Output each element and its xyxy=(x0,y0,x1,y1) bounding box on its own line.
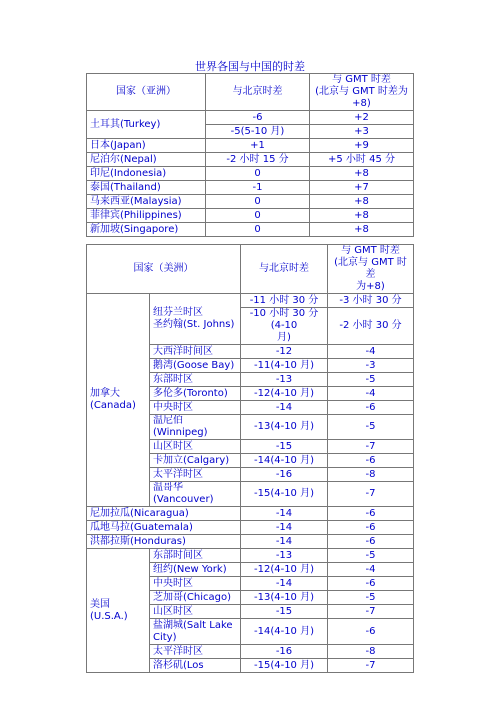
country-cell: 尼泊尔(Nepal) xyxy=(87,153,206,167)
table-header-row xyxy=(87,74,414,111)
gmt-diff-cell: -8 xyxy=(328,468,414,482)
page-title: 世界各国与中国的时差 xyxy=(195,60,305,73)
gmt-diff-cell: -6 xyxy=(328,577,414,591)
table-row xyxy=(87,535,414,549)
gmt-diff-cell: -2 小时 30 分 xyxy=(328,308,414,345)
beijing-diff-cell: -1 xyxy=(206,181,310,195)
beijing-diff-cell: -11 小时 30 分 xyxy=(241,294,328,308)
america-timezone-table xyxy=(86,244,414,673)
zone-cell: 山区时区 xyxy=(150,605,241,619)
gmt-diff-cell: -7 xyxy=(328,659,414,673)
gmt-diff-cell: -4 xyxy=(328,387,414,401)
table-row xyxy=(87,521,414,535)
country-cell: 印尼(Indonesia) xyxy=(87,167,206,181)
gmt-diff-cell: -7 xyxy=(328,482,414,507)
gmt-diff-cell: -6 xyxy=(328,619,414,645)
zone-cell: 洛杉矶(Los xyxy=(150,659,241,673)
gmt-diff-cell: -4 xyxy=(328,345,414,359)
table-row xyxy=(87,167,414,181)
table-row xyxy=(87,153,414,167)
gmt-diff-cell: -6 xyxy=(328,507,414,521)
zone-cell: 鹅湾(Goose Bay) xyxy=(150,359,241,373)
country-cell: 土耳其(Turkey) xyxy=(87,111,206,139)
beijing-diff-cell: 0 xyxy=(206,195,310,209)
gmt-diff-cell: +8 xyxy=(310,223,414,237)
beijing-diff-cell: -15(4-10 月) xyxy=(241,482,328,507)
beijing-diff-cell: -15(4-10 月) xyxy=(241,659,328,673)
zone-cell: 太平洋时区 xyxy=(150,468,241,482)
table-row xyxy=(87,507,414,521)
gmt-diff-cell: -5 xyxy=(328,591,414,605)
table-row xyxy=(87,209,414,223)
beijing-diff-cell: -14 xyxy=(241,521,328,535)
zone-cell: 纽约(New York) xyxy=(150,563,241,577)
beijing-diff-cell: -12(4-10 月) xyxy=(241,563,328,577)
country-cell: 马来西亚(Malaysia) xyxy=(87,195,206,209)
beijing-diff-cell: -14(4-10 月) xyxy=(241,619,328,645)
country-cell-usa: 美国(U.S.A.) xyxy=(87,549,150,673)
gmt-diff-cell: -8 xyxy=(328,645,414,659)
header-country: 国家（亚洲） xyxy=(87,74,206,111)
gmt-diff-cell: +9 xyxy=(310,139,414,153)
table-header-row xyxy=(87,245,414,294)
table-row xyxy=(87,223,414,237)
header-beijing-diff: 与北京时差 xyxy=(241,245,328,294)
gmt-diff-cell: +8 xyxy=(310,209,414,223)
zone-cell: 温尼伯(Winnipeg) xyxy=(150,415,241,440)
table-row xyxy=(87,181,414,195)
gmt-diff-cell: +3 xyxy=(310,125,414,139)
country-cell: 瓜地马拉(Guatemala) xyxy=(87,521,241,535)
beijing-diff-cell: +1 xyxy=(206,139,310,153)
table-row xyxy=(87,111,414,125)
beijing-diff-cell: -14 xyxy=(241,401,328,415)
beijing-diff-cell: -10 小时 30 分(4-10 月) xyxy=(241,308,328,345)
country-cell: 洪都拉斯(Honduras) xyxy=(87,535,241,549)
beijing-diff-cell: -12(4-10 月) xyxy=(241,387,328,401)
gmt-diff-cell: -7 xyxy=(328,605,414,619)
zone-cell: 东部时间区 xyxy=(150,549,241,563)
beijing-diff-cell: -2 小时 15 分 xyxy=(206,153,310,167)
country-cell: 泰国(Thailand) xyxy=(87,181,206,195)
gmt-diff-cell: -6 xyxy=(328,401,414,415)
beijing-diff-cell: -11(4-10 月) xyxy=(241,359,328,373)
gmt-diff-cell: +7 xyxy=(310,181,414,195)
zone-cell: 中央时区 xyxy=(150,401,241,415)
gmt-diff-cell: +2 xyxy=(310,111,414,125)
table-row xyxy=(87,139,414,153)
beijing-diff-cell: 0 xyxy=(206,209,310,223)
header-gmt-diff: 与 GMT 时差 (北京与 GMT 时差为+8) xyxy=(310,74,414,111)
gmt-diff-cell: -5 xyxy=(328,373,414,387)
zone-cell: 大西洋时间区 xyxy=(150,345,241,359)
header-country: 国家（美洲） xyxy=(87,245,241,294)
gmt-diff-cell: -5 xyxy=(328,549,414,563)
zone-cell: 东部时区 xyxy=(150,373,241,387)
beijing-diff-cell: -13(4-10 月) xyxy=(241,591,328,605)
beijing-diff-cell: -13 xyxy=(241,549,328,563)
gmt-diff-cell: +8 xyxy=(310,167,414,181)
zone-cell: 多伦多(Toronto) xyxy=(150,387,241,401)
zone-cell: 纽芬兰时区 圣约翰(St. Johns) xyxy=(150,294,241,345)
header-gmt-diff: 与 GMT 时差 (北京与 GMT 时差 为+8) xyxy=(328,245,414,294)
gmt-diff-cell: +8 xyxy=(310,195,414,209)
beijing-diff-cell: -15 xyxy=(241,440,328,454)
gmt-diff-cell: +5 小时 45 分 xyxy=(310,153,414,167)
table-row xyxy=(87,549,414,563)
asia-timezone-table xyxy=(86,73,414,237)
gmt-diff-cell: -3 小时 30 分 xyxy=(328,294,414,308)
beijing-diff-cell: -14(4-10 月) xyxy=(241,454,328,468)
zone-cell: 盐湖城(Salt Lake City) xyxy=(150,619,241,645)
zone-cell: 温哥华(Vancouver) xyxy=(150,482,241,507)
gmt-diff-cell: -3 xyxy=(328,359,414,373)
beijing-diff-cell: -14 xyxy=(241,577,328,591)
zone-cell: 中央时区 xyxy=(150,577,241,591)
beijing-diff-cell: -6 xyxy=(206,111,310,125)
gmt-diff-cell: -7 xyxy=(328,440,414,454)
zone-cell: 太平洋时区 xyxy=(150,645,241,659)
country-cell: 新加坡(Singapore) xyxy=(87,223,206,237)
beijing-diff-cell: -16 xyxy=(241,468,328,482)
zone-cell: 山区时区 xyxy=(150,440,241,454)
gmt-diff-cell: -6 xyxy=(328,521,414,535)
beijing-diff-cell: -5(5-10 月) xyxy=(206,125,310,139)
country-cell: 菲律宾(Philippines) xyxy=(87,209,206,223)
country-cell-canada: 加拿大 (Canada) xyxy=(87,294,150,507)
gmt-diff-cell: -6 xyxy=(328,535,414,549)
zone-cell: 卡加立(Calgary) xyxy=(150,454,241,468)
table-row xyxy=(87,294,414,308)
gmt-diff-cell: -5 xyxy=(328,415,414,440)
country-cell: 日本(Japan) xyxy=(87,139,206,153)
beijing-diff-cell: -16 xyxy=(241,645,328,659)
gmt-diff-cell: -6 xyxy=(328,454,414,468)
beijing-diff-cell: -13 xyxy=(241,373,328,387)
beijing-diff-cell: -13(4-10 月) xyxy=(241,415,328,440)
zone-cell: 芝加哥(Chicago) xyxy=(150,591,241,605)
gmt-diff-cell: -4 xyxy=(328,563,414,577)
country-cell: 尼加拉瓜(Nicaragua) xyxy=(87,507,241,521)
beijing-diff-cell: -15 xyxy=(241,605,328,619)
beijing-diff-cell: 0 xyxy=(206,223,310,237)
header-beijing-diff: 与北京时差 xyxy=(206,74,310,111)
beijing-diff-cell: -14 xyxy=(241,535,328,549)
beijing-diff-cell: 0 xyxy=(206,167,310,181)
table-row xyxy=(87,195,414,209)
beijing-diff-cell: -14 xyxy=(241,507,328,521)
beijing-diff-cell: -12 xyxy=(241,345,328,359)
